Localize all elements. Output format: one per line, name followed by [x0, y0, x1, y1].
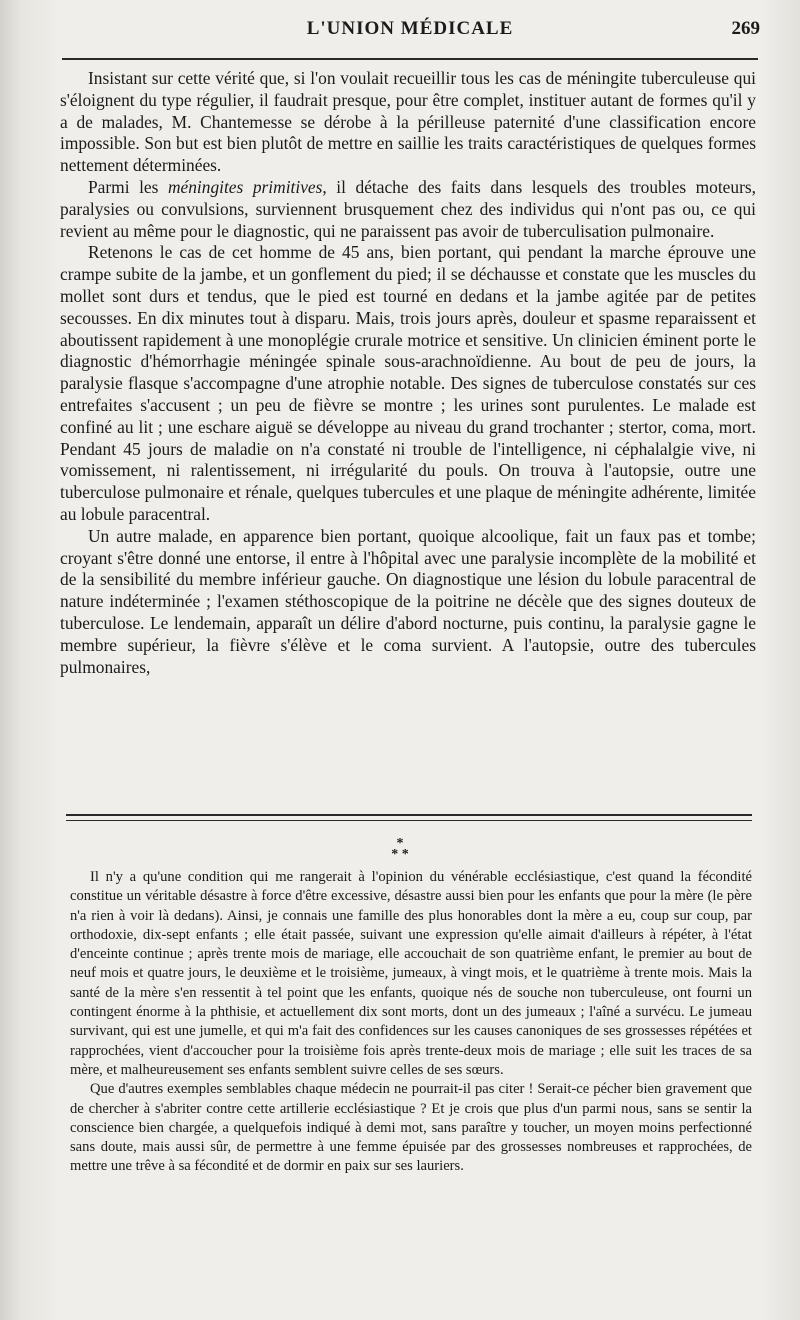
main-text-column: [60, 68, 756, 678]
journal-title: L'UNION MÉDICALE: [306, 18, 514, 39]
paragraph-continuation: , il détache des faits dans lesquels des troubles moteurs, paralysies ou convulsions, surviennent brusquement chez des individus qui n'ont pas ou, ce qui revient au même pour le diagnostic, qui ne paraissent pas avoir de tuberculisation pulmonaire.: [60, 176, 757, 241]
asterism-bottom: * *: [391, 847, 409, 862]
footnote-rule-thin: [66, 820, 752, 821]
body-paragraph: [60, 177, 756, 242]
footnote-paragraph: Il n'y a qu'une condition qui me rangerait à l'opinion du vénérable ecclésiastique, c'est quand la fécondité constitue un véritable désastre à force d'être excessive, désastre aussi bien pour les enfants que pour la mère (le père n'a rien à voir là dedans). Ainsi, je connais une famille des plus honorables dont la mère a eu, coup sur coup, par orthodoxie, dix-sept enfants ; elle était passée, suivant une expression qu'elle aimait d'ailleurs à répéter, à l'état d'enceinte continue ; après trente mois de mariage, elle accouchait de son quatrième enfant, le premier au bout de neuf mois et quatre jours, le deuxième et le troisième, jumeaux, à vingt mois, et le quatrième à trente mois. Mais la santé de la mère s'en ressentit à tel point que les enfants, quoique nés de souche non tuberculeuse, ont fourni un contingent énorme à la phthisie, et actuellement dix sont morts, dont un des jumeaux ; l'aîné a survécu. Le jumeau survivant, qui est une jumelle, et qui m'a fait des confidences sur les causes canoniques de ses grossesses répétées et rapprochées, vient d'accoucher pour la troisième fois après trente-deux mois de mariage ; elle suit les traces de sa mère, et malheureusement ses enfants semblent suivre celles de ses sœurs.: [70, 869, 752, 1078]
page-number: 269: [731, 18, 760, 39]
body-paragraph: Retenons le cas de cet homme de 45 ans, bien portant, qui pendant la marche éprouve une crampe subite de la jambe, et un gonflement du pied; il se déchausse et constate que les muscles du mollet sont durs et tendus, que le pied est tourné en dedans et la jambe agitée par de petites secousses. En dix minutes tout à disparu. Mais, trois jours après, douleur et spasme reparaissent et aboutissent rapidement à une monoplégie crurale motrice et sensitive. Un clinicien éminent porte le diagnostic d'hémorrhagie méningée spinale sous-arachnoïdienne. Au bout de peu de jours, la paralysie flasque s'accompagne d'une atrophie notable. Des signes de tuberculose constatés sur ces entrefaites s'accusent ; un peu de fièvre se montre ; les urines sont purulentes. Le malade est confiné au lit ; une eschare aiguë se développe au niveau du grand trochanter ; stertor, coma, mort. Pendant 45 jours de maladie on n'a constaté ni trouble de l'intelligence, ni céphalalgie vive, ni vomissement, ni ralentissement, ni irrégularité du pouls. On trouva à l'autopsie, outre une tuberculose pulmonaire et rénale, quelques tubercules et une plaque de méningite adhérente, limitée au lobule paracentral.: [60, 242, 756, 524]
footnote-rule: [66, 814, 752, 816]
body-paragraph: Un autre malade, en apparence bien portant, quoique alcoolique, fait un faux pas et tombe; croyant s'être donné une entorse, il entre à l'hôpital avec une paralysie incomplète de la mobilité et de la sensibilité du membre inférieur gauche. On diagnostique une lésion du lobule paracentral de nature indéterminée ; l'examen stéthoscopique de la poitrine ne décèle que des signes douteux de tuberculose. Le lendemain, apparaît un délire d'abord nocturne, puis continu, la paralysie gagne le membre supérieur, la fièvre s'élève et le coma survient. A l'autopsie, outre des tubercules pulmonaires,: [60, 525, 756, 677]
header-rule: [62, 58, 758, 60]
asterism-top: *: [396, 836, 404, 851]
body-paragraph: Insistant sur cette vérité que, si l'on voulait recueillir tous les cas de méningite tuberculeuse qui s'éloignent du type régulier, il faudrait presque, pour être complet, instituer autant de formes qu'il y a de malades, M. Chantemesse se dérobe à la périlleuse paternité d'une classification encore impossible. Son but est bien plutôt de mettre en saillie les traits caractéristiques de quelques formes nettement déterminées.: [60, 68, 756, 176]
footnote-section: [70, 868, 752, 1177]
running-head: [60, 18, 760, 48]
footnote-paragraph: Que d'autres exemples semblables chaque médecin ne pourrait-il pas citer ! Serait-ce pécher bien gravement que de chercher à s'abriter contre cette artillerie ecclésiastique ? Et je crois que plus d'un parmi nous, sans se sentir la conscience bien chargée, a quelquefois indiqué à demi mot, sans paraître y toucher, un moyen moins perfectionné sans doute, mais aussi sûr, de permettre à une femme épuisée par des grossesses nombreuses et rapprochées, de mettre une trêve à sa fécondité et de dormir en paix sur ses lauriers.: [70, 1081, 752, 1175]
italic-term: méningites primitives: [167, 176, 323, 197]
asterism: [0, 838, 800, 860]
paragraph-lead: Parmi les: [88, 176, 168, 197]
